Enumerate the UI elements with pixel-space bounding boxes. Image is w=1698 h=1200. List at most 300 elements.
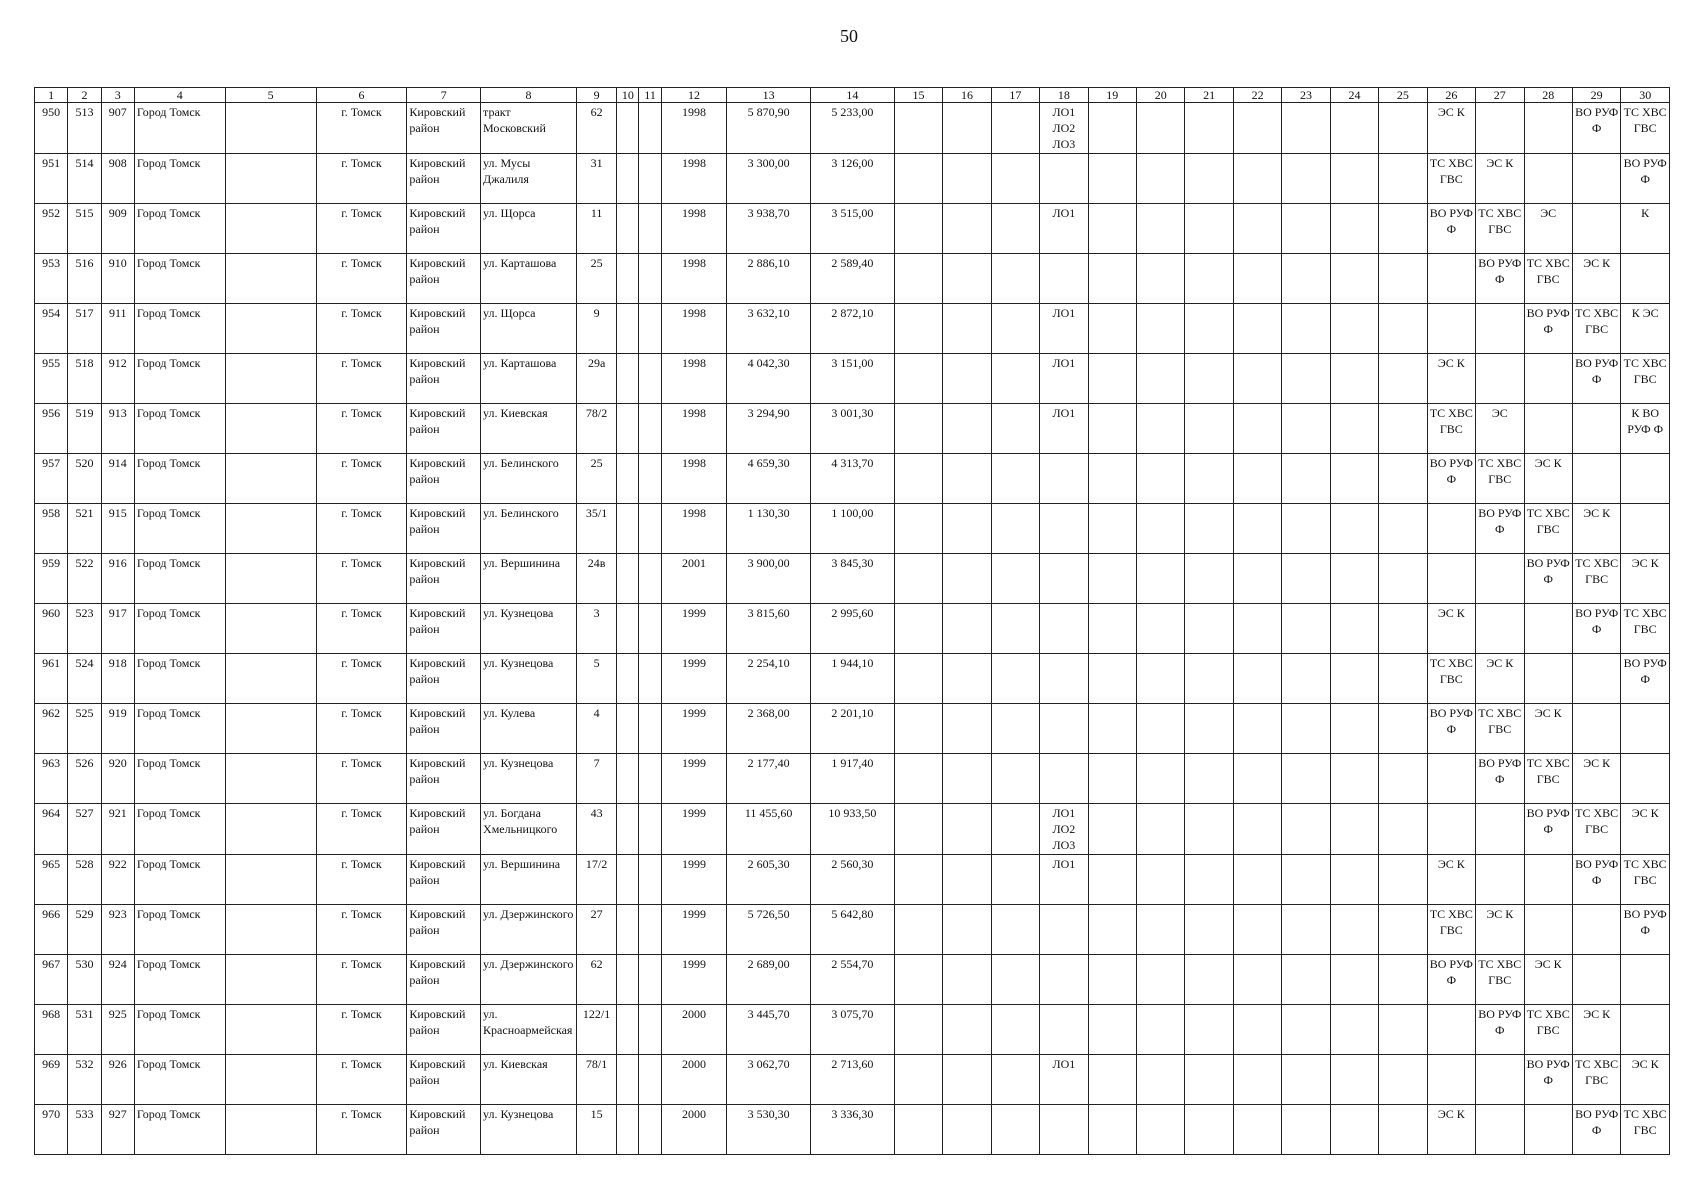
table-cell — [617, 554, 639, 604]
table-cell — [1088, 1055, 1136, 1105]
table-cell: 1999 — [661, 704, 727, 754]
table-cell — [991, 955, 1039, 1005]
table-cell — [1282, 1005, 1330, 1055]
table-cell — [991, 254, 1039, 304]
table-cell — [1572, 154, 1620, 204]
table-cell: 919 — [101, 704, 134, 754]
table-cell — [617, 654, 639, 704]
table-cell: ЭС К — [1476, 154, 1524, 204]
table-cell — [225, 254, 316, 304]
table-cell: г. Томск — [316, 1005, 407, 1055]
table-cell: 908 — [101, 154, 134, 204]
table-cell: 524 — [68, 654, 101, 704]
table-cell — [1379, 504, 1427, 554]
table-cell — [1282, 103, 1330, 154]
table-cell — [1088, 1105, 1136, 1155]
column-header: 7 — [407, 88, 481, 103]
table-cell: ЭС К — [1427, 604, 1475, 654]
table-cell: ЭС К — [1427, 103, 1475, 154]
table-cell: 3 336,30 — [811, 1105, 895, 1155]
table-cell — [639, 704, 661, 754]
table-cell: 5 — [576, 654, 616, 704]
table-cell — [943, 1055, 991, 1105]
table-cell: ул. Вершинина — [481, 554, 577, 604]
table-cell: ЛО1 ЛО2 ЛО3 — [1040, 103, 1088, 154]
table-cell — [991, 554, 1039, 604]
table-cell: ТС ХВС ГВС — [1621, 1105, 1670, 1155]
table-cell: ТС ХВС ГВС — [1476, 955, 1524, 1005]
column-header: 9 — [576, 88, 616, 103]
table-cell: 968 — [35, 1005, 68, 1055]
table-cell — [943, 254, 991, 304]
table-cell: 2 368,00 — [727, 704, 811, 754]
table-cell — [894, 154, 942, 204]
table-cell: 3 445,70 — [727, 1005, 811, 1055]
table-cell — [639, 1005, 661, 1055]
table-cell: 961 — [35, 654, 68, 704]
table-cell — [1088, 254, 1136, 304]
table-cell: г. Томск — [316, 404, 407, 454]
table-cell — [1379, 1055, 1427, 1105]
table-cell — [225, 855, 316, 905]
column-header: 6 — [316, 88, 407, 103]
table-cell — [1282, 654, 1330, 704]
table-row — [35, 254, 1670, 304]
table-cell: ВО РУФ Ф — [1524, 804, 1572, 855]
table-cell — [639, 1105, 661, 1155]
table-cell — [1185, 1105, 1233, 1155]
table-cell: г. Томск — [316, 604, 407, 654]
table-cell: Кировский район — [407, 554, 481, 604]
table-cell: 915 — [101, 504, 134, 554]
table-cell: ул. Щорса — [481, 204, 577, 254]
table-cell: ЭС К — [1476, 905, 1524, 955]
table-cell: ул. Карташова — [481, 254, 577, 304]
table-cell — [1088, 554, 1136, 604]
table-cell: Кировский район — [407, 604, 481, 654]
table-cell: ТС ХВС ГВС — [1427, 905, 1475, 955]
table-cell — [894, 554, 942, 604]
table-cell: ул. Кузнецова — [481, 1105, 577, 1155]
column-header: 29 — [1572, 88, 1620, 103]
table-cell: 921 — [101, 804, 134, 855]
table-cell: 950 — [35, 103, 68, 154]
table-cell — [1185, 1055, 1233, 1105]
table-cell: г. Томск — [316, 103, 407, 154]
table-cell: Город Томск — [134, 1105, 225, 1155]
table-cell — [1330, 1055, 1378, 1105]
column-header: 26 — [1427, 88, 1475, 103]
table-cell — [1379, 404, 1427, 454]
table-cell: ТС ХВС ГВС — [1427, 404, 1475, 454]
table-cell — [943, 454, 991, 504]
table-cell — [1137, 855, 1185, 905]
table-cell — [1282, 804, 1330, 855]
table-cell: 907 — [101, 103, 134, 154]
table-cell — [639, 454, 661, 504]
table-cell — [225, 1005, 316, 1055]
table-cell — [1379, 704, 1427, 754]
table-cell: К ВО РУФ Ф — [1621, 404, 1670, 454]
table-cell — [991, 354, 1039, 404]
table-cell — [894, 304, 942, 354]
table-cell: 525 — [68, 704, 101, 754]
table-cell — [1233, 354, 1281, 404]
table-cell: ТС ХВС ГВС — [1572, 304, 1620, 354]
table-cell: Город Томск — [134, 554, 225, 604]
table-cell: 533 — [68, 1105, 101, 1155]
table-cell — [639, 154, 661, 204]
table-cell — [1185, 154, 1233, 204]
table-cell: 1999 — [661, 804, 727, 855]
table-cell: 2 201,10 — [811, 704, 895, 754]
column-header: 11 — [639, 88, 661, 103]
table-cell: Город Томск — [134, 304, 225, 354]
table-cell: ЛО1 — [1040, 204, 1088, 254]
table-cell: ул. Белинского — [481, 454, 577, 504]
column-header: 20 — [1137, 88, 1185, 103]
table-cell — [1040, 654, 1088, 704]
table-cell: 528 — [68, 855, 101, 905]
table-cell: 909 — [101, 204, 134, 254]
table-cell: 43 — [576, 804, 616, 855]
table-cell — [1185, 304, 1233, 354]
table-row — [35, 504, 1670, 554]
column-header: 22 — [1233, 88, 1281, 103]
table-cell: 1998 — [661, 204, 727, 254]
table-cell — [1088, 855, 1136, 905]
table-cell: ул. Богдана Хмельницкого — [481, 804, 577, 855]
table-cell: тракт Московский — [481, 103, 577, 154]
table-cell: ул. Вершинина — [481, 855, 577, 905]
table-cell — [1379, 604, 1427, 654]
table-cell: ВО РУФ Ф — [1621, 154, 1670, 204]
table-cell — [1040, 554, 1088, 604]
table-cell: 2000 — [661, 1005, 727, 1055]
table-cell: 2000 — [661, 1055, 727, 1105]
table-cell — [1379, 254, 1427, 304]
table-cell: ЭС К — [1524, 454, 1572, 504]
table-cell: 35/1 — [576, 504, 616, 554]
table-cell: Кировский район — [407, 1105, 481, 1155]
table-cell — [991, 1005, 1039, 1055]
table-cell: ТС ХВС ГВС — [1621, 604, 1670, 654]
table-cell: ТС ХВС ГВС — [1621, 855, 1670, 905]
table-row — [35, 1055, 1670, 1105]
table-cell: Город Томск — [134, 855, 225, 905]
table-cell — [1379, 955, 1427, 1005]
table-cell — [1476, 1105, 1524, 1155]
table-cell — [639, 604, 661, 654]
table-cell: 967 — [35, 955, 68, 1005]
table-cell — [991, 855, 1039, 905]
table-cell — [1185, 404, 1233, 454]
table-cell — [1476, 855, 1524, 905]
table-cell: 11 455,60 — [727, 804, 811, 855]
table-cell — [894, 855, 942, 905]
table-row — [35, 855, 1670, 905]
table-cell — [1185, 804, 1233, 855]
table-cell — [1040, 504, 1088, 554]
table-cell — [894, 254, 942, 304]
column-header: 30 — [1621, 88, 1670, 103]
column-header: 27 — [1476, 88, 1524, 103]
table-cell — [1330, 804, 1378, 855]
table-cell: 2000 — [661, 1105, 727, 1155]
table-cell: 952 — [35, 204, 68, 254]
table-cell — [639, 504, 661, 554]
table-cell: 1998 — [661, 354, 727, 404]
table-cell — [1330, 154, 1378, 204]
table-cell: ТС ХВС ГВС — [1427, 154, 1475, 204]
table-cell: 522 — [68, 554, 101, 604]
table-cell — [894, 804, 942, 855]
table-cell — [991, 103, 1039, 154]
table-cell — [1088, 654, 1136, 704]
table-cell — [1379, 454, 1427, 504]
table-cell — [639, 103, 661, 154]
table-cell: 922 — [101, 855, 134, 905]
table-cell: Город Томск — [134, 704, 225, 754]
table-cell: К ЭС — [1621, 304, 1670, 354]
table-cell — [1379, 855, 1427, 905]
table-cell: ВО РУФ Ф — [1572, 103, 1620, 154]
table-cell: 911 — [101, 304, 134, 354]
table-cell: 1 917,40 — [811, 754, 895, 804]
table-cell — [1137, 1105, 1185, 1155]
table-cell — [1233, 103, 1281, 154]
table-cell: 9 — [576, 304, 616, 354]
table-cell: 951 — [35, 154, 68, 204]
table-cell — [1282, 354, 1330, 404]
table-cell — [617, 154, 639, 204]
table-cell — [1137, 204, 1185, 254]
table-cell — [1233, 1105, 1281, 1155]
table-cell: 529 — [68, 905, 101, 955]
table-cell — [1233, 454, 1281, 504]
table-cell — [894, 955, 942, 1005]
table-cell: ВО РУФ Ф — [1572, 604, 1620, 654]
table-cell — [1330, 654, 1378, 704]
table-cell: Кировский район — [407, 905, 481, 955]
table-cell: Кировский район — [407, 704, 481, 754]
table-cell: 4 042,30 — [727, 354, 811, 404]
table-cell — [1282, 404, 1330, 454]
table-cell — [1185, 905, 1233, 955]
table-cell: 4 313,70 — [811, 454, 895, 504]
table-cell — [225, 1055, 316, 1105]
table-row — [35, 304, 1670, 354]
table-cell: 513 — [68, 103, 101, 154]
table-cell — [1379, 1005, 1427, 1055]
table-cell: Кировский район — [407, 103, 481, 154]
table-cell: Город Томск — [134, 204, 225, 254]
table-cell: 962 — [35, 704, 68, 754]
table-cell — [1040, 955, 1088, 1005]
table-cell: 1 100,00 — [811, 504, 895, 554]
table-cell: 2 177,40 — [727, 754, 811, 804]
table-cell: ВО РУФ Ф — [1621, 654, 1670, 704]
table-cell — [991, 304, 1039, 354]
table-cell — [1137, 654, 1185, 704]
table-cell: ул. Дзержинского — [481, 955, 577, 1005]
table-cell — [991, 704, 1039, 754]
table-cell — [1185, 855, 1233, 905]
table-cell — [943, 654, 991, 704]
table-cell: 964 — [35, 804, 68, 855]
table-cell — [1137, 905, 1185, 955]
table-cell: ТС ХВС ГВС — [1572, 804, 1620, 855]
table-cell: 910 — [101, 254, 134, 304]
table-cell: 516 — [68, 254, 101, 304]
table-cell: 958 — [35, 504, 68, 554]
table-cell: г. Томск — [316, 454, 407, 504]
table-cell — [943, 504, 991, 554]
table-cell — [1088, 103, 1136, 154]
table-cell — [639, 654, 661, 704]
table-row — [35, 604, 1670, 654]
table-cell: ул. Карташова — [481, 354, 577, 404]
table-cell — [1427, 254, 1475, 304]
table-cell — [991, 154, 1039, 204]
table-cell: 1998 — [661, 454, 727, 504]
table-cell — [639, 855, 661, 905]
column-header: 17 — [991, 88, 1039, 103]
table-cell: ЭС К — [1572, 254, 1620, 304]
table-cell: ТС ХВС ГВС — [1476, 704, 1524, 754]
table-cell: 3 300,00 — [727, 154, 811, 204]
table-cell — [1330, 1105, 1378, 1155]
table-row — [35, 103, 1670, 154]
table-cell: г. Томск — [316, 504, 407, 554]
table-cell — [617, 604, 639, 654]
column-header: 13 — [727, 88, 811, 103]
table-cell: 3 530,30 — [727, 1105, 811, 1155]
table-cell — [1524, 404, 1572, 454]
table-cell — [1330, 254, 1378, 304]
table-cell: ТС ХВС ГВС — [1621, 103, 1670, 154]
table-cell — [1621, 254, 1670, 304]
table-cell: Кировский район — [407, 504, 481, 554]
table-cell: Город Томск — [134, 1005, 225, 1055]
table-cell — [617, 704, 639, 754]
table-cell: 78/1 — [576, 1055, 616, 1105]
table-cell — [1282, 1055, 1330, 1105]
table-cell: 918 — [101, 654, 134, 704]
table-cell — [1088, 704, 1136, 754]
table-cell: 1998 — [661, 103, 727, 154]
table-cell — [943, 103, 991, 154]
table-cell — [1040, 905, 1088, 955]
table-cell — [943, 604, 991, 654]
column-header: 2 — [68, 88, 101, 103]
table-cell: Кировский район — [407, 855, 481, 905]
table-cell — [1476, 304, 1524, 354]
table-cell — [894, 504, 942, 554]
table-cell: 1998 — [661, 254, 727, 304]
table-cell: ВО РУФ Ф — [1476, 254, 1524, 304]
table-cell: Город Томск — [134, 955, 225, 1005]
table-cell: ЛО1 — [1040, 855, 1088, 905]
table-cell — [1137, 454, 1185, 504]
table-cell: ВО РУФ Ф — [1427, 955, 1475, 1005]
table-cell — [894, 905, 942, 955]
table-cell: Кировский район — [407, 754, 481, 804]
table-cell — [1040, 154, 1088, 204]
table-cell — [1185, 504, 1233, 554]
table-cell: 2 589,40 — [811, 254, 895, 304]
table-cell: 917 — [101, 604, 134, 654]
column-header: 23 — [1282, 88, 1330, 103]
table-cell: 3 632,10 — [727, 304, 811, 354]
table-cell: ул. Мусы Джалиля — [481, 154, 577, 204]
table-cell: ЭС К — [1621, 804, 1670, 855]
table-cell — [1427, 504, 1475, 554]
table-cell — [1185, 554, 1233, 604]
header-row — [35, 88, 1670, 103]
table-cell — [1572, 454, 1620, 504]
table-cell: ТС ХВС ГВС — [1524, 1005, 1572, 1055]
table-cell — [1233, 154, 1281, 204]
table-cell — [1040, 704, 1088, 754]
table-cell — [639, 554, 661, 604]
table-cell — [225, 103, 316, 154]
table-cell: 514 — [68, 154, 101, 204]
table-cell — [1476, 354, 1524, 404]
table-row — [35, 754, 1670, 804]
table-cell: г. Томск — [316, 254, 407, 304]
table-cell — [1040, 454, 1088, 504]
table-cell — [991, 905, 1039, 955]
table-cell — [943, 1005, 991, 1055]
table-cell — [639, 1055, 661, 1105]
table-cell: ТС ХВС ГВС — [1572, 1055, 1620, 1105]
table-cell — [1088, 905, 1136, 955]
table-cell — [225, 204, 316, 254]
table-cell: 1998 — [661, 404, 727, 454]
table-cell: 914 — [101, 454, 134, 504]
table-cell: 957 — [35, 454, 68, 504]
table-cell: 1999 — [661, 855, 727, 905]
table-cell: ЭС К — [1621, 554, 1670, 604]
table-cell — [894, 354, 942, 404]
table-cell — [1233, 554, 1281, 604]
table-cell — [894, 754, 942, 804]
table-row — [35, 454, 1670, 504]
table-cell: ЛО1 — [1040, 1055, 1088, 1105]
table-cell: 25 — [576, 254, 616, 304]
column-header: 1 — [35, 88, 68, 103]
table-cell — [1427, 754, 1475, 804]
table-cell — [1088, 454, 1136, 504]
table-cell — [1282, 454, 1330, 504]
table-cell: ВО РУФ Ф — [1476, 504, 1524, 554]
table-cell: Кировский район — [407, 404, 481, 454]
table-cell — [894, 103, 942, 154]
table-cell — [617, 404, 639, 454]
table-cell: ЭС К — [1572, 504, 1620, 554]
table-cell: 913 — [101, 404, 134, 454]
table-cell: Город Томск — [134, 1055, 225, 1105]
table-cell — [1427, 304, 1475, 354]
table-cell — [639, 754, 661, 804]
table-cell — [617, 1105, 639, 1155]
table-cell: 4 659,30 — [727, 454, 811, 504]
table-cell — [1040, 1005, 1088, 1055]
table-cell: 970 — [35, 1105, 68, 1155]
table-cell: 2 560,30 — [811, 855, 895, 905]
table-row — [35, 1105, 1670, 1155]
